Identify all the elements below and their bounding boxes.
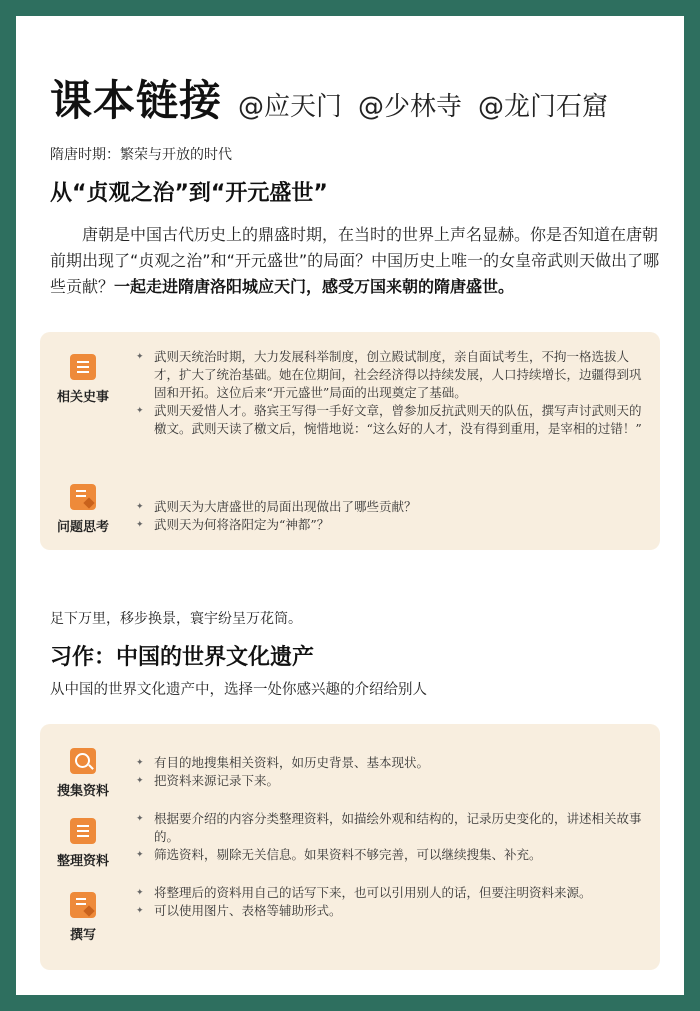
list-item: ✦ 武则天统治时期，大力发展科举制度，创立殿试制度，亲自面试考生，不拘一格选拔人才，扩大了统治基础。她在位期间，社会经济得以持续发展，人口持续增长，边疆得到巩固和开拓。这位后来“开元盛世”局面的出现奠定了基础。 (136, 348, 648, 402)
section2-desc: 从中国的世界文化遗产中，选择一处你感兴趣的介绍给别人 (50, 682, 427, 698)
question-label: 问题思考 (56, 520, 109, 535)
pen-icon (70, 892, 96, 918)
tag-shaolinsi: @少林寺 (358, 92, 463, 122)
page (16, 16, 684, 995)
list-item: ✦ 筛选资料，剔除无关信息。如果资料不够完善，可以继续搜集、补充。 (136, 846, 648, 864)
search-icon (70, 748, 96, 774)
list-item: ✦ 武则天为何将洛阳定为“神都”？ (136, 516, 648, 534)
writing-card (40, 724, 660, 970)
section1-heading: 从“贞观之治”到“开元盛世” (50, 181, 328, 206)
collect-label: 搜集资料 (56, 784, 109, 799)
write-list (136, 884, 648, 920)
page-title: 课本链接 (50, 76, 223, 125)
document-icon (70, 818, 96, 844)
write-side (48, 892, 118, 943)
list-item: ✦ 武则天爱惜人才。骆宾王写得一手好文章，曾参加反抗武则天的队伍，撰写声讨武则天的檄文。武则天读了檄文后，惋惜地说：“这么好的人才，没有得到重用，是宰相的过错！” (136, 402, 648, 438)
history-side (48, 354, 118, 405)
history-card (40, 332, 660, 550)
history-list (136, 348, 648, 438)
title-row (50, 68, 608, 128)
list-item: ✦ 根据要介绍的内容分类整理资料，如描绘外观和结构的，记录历史变化的，讲述相关故事的。 (136, 810, 648, 846)
organize-side (48, 818, 118, 869)
question-list (136, 498, 648, 534)
list-item: ✦ 可以使用图片、表格等辅助形式。 (136, 902, 648, 920)
tag-yingtianmen: @应天门 (238, 92, 343, 122)
list-item: ✦ 把资料来源记录下来。 (136, 772, 648, 790)
section1-intro (50, 222, 660, 300)
list-item: ✦ 有目的地搜集相关资料，如历史背景、基本现状。 (136, 754, 648, 772)
list-item: ✦ 将整理后的资料用自己的话写下来，也可以引用别人的话，但要注明资料来源。 (136, 884, 648, 902)
tag-longmen: @龙门石窟 (478, 92, 609, 122)
intro-bold-text: 一起走进隋唐洛阳城应天门，感受万国来朝的隋唐盛世。 (114, 277, 515, 296)
list-item: ✦ 武则天为大唐盛世的局面出现做出了哪些贡献？ (136, 498, 648, 516)
organize-label: 整理资料 (56, 854, 109, 869)
question-side (48, 484, 118, 535)
pen-icon (70, 484, 96, 510)
collect-side (48, 748, 118, 799)
intro-text: 唐朝是中国古代历史上的鼎盛时期，在当时的世界上声名显赫。你是否知道在唐朝前期出现了“贞观之治”和“开元盛世”的局面？中国历史上唯一的女皇帝武则天做出了哪些贡献？ (50, 225, 660, 296)
collect-list (136, 754, 648, 790)
history-label: 相关史事 (56, 390, 109, 405)
write-label: 撰写 (69, 928, 96, 943)
section2-heading: 习作：中国的世界文化遗产 (50, 645, 315, 670)
section2-subtitle: 足下万里，移步换景，寰宇纷呈万花筒。 (50, 611, 302, 627)
section1-subtitle: 隋唐时期：繁荣与开放的时代 (50, 147, 232, 163)
document-icon (70, 354, 96, 380)
organize-list (136, 810, 648, 864)
